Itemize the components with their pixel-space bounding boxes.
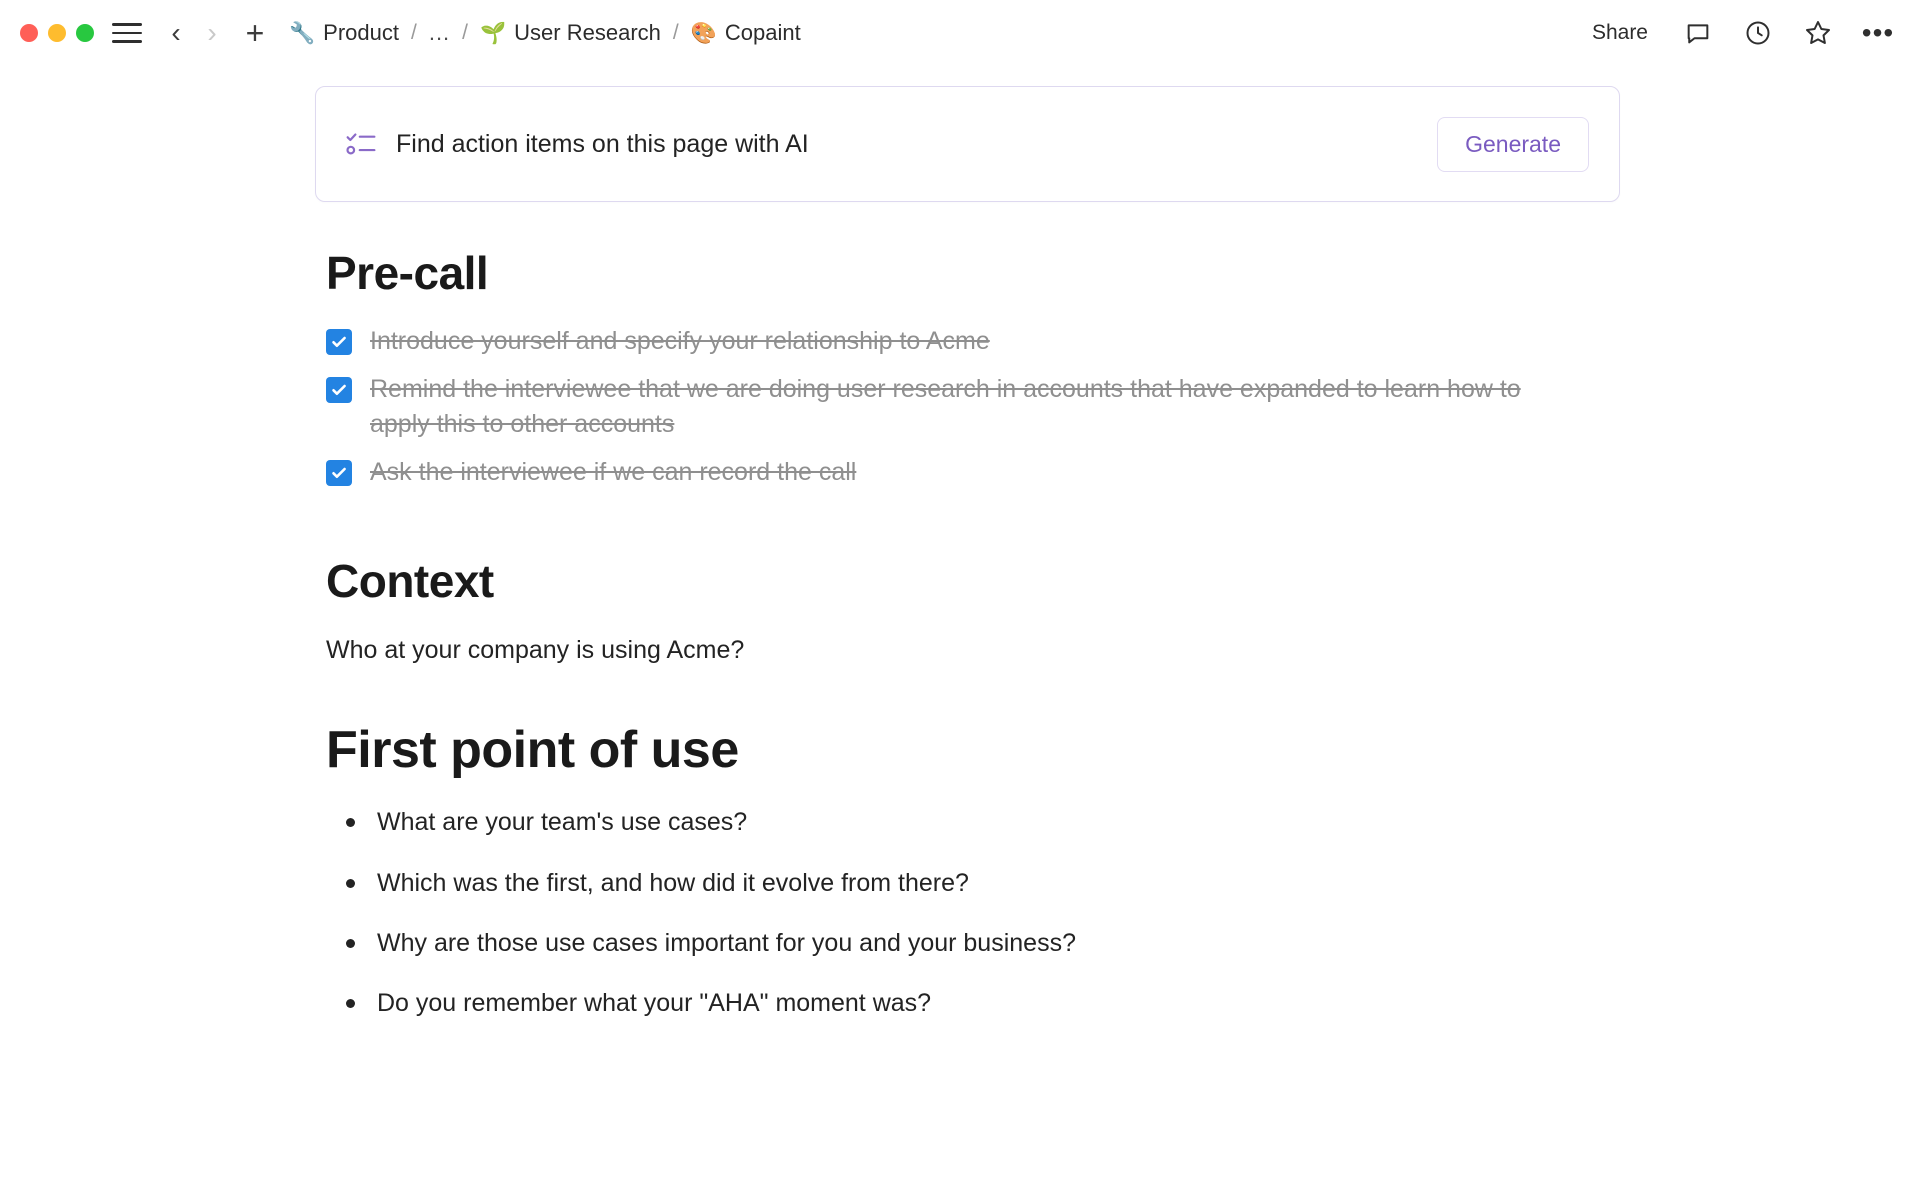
breadcrumb-item-user-research[interactable] <box>475 17 666 49</box>
wrench-icon: 🔧 <box>289 21 316 45</box>
todo-item-label: Introduce yourself and specify your relationship to Acme <box>370 327 990 355</box>
section-heading-first-point-of-use: First point of use <box>326 721 739 780</box>
traffic-light-controls <box>20 24 94 42</box>
section-spacer <box>326 502 1626 554</box>
ai-banner-text: Find action items on this page with AI <box>396 129 809 158</box>
ai-action-items-icon <box>344 127 378 161</box>
section-spacer <box>326 668 1626 720</box>
list-item: What are your team's use cases? <box>326 804 1626 840</box>
sidebar-toggle-icon[interactable] <box>112 21 142 45</box>
palette-icon: 🎨 <box>690 21 717 45</box>
checkbox-checked-icon[interactable] <box>326 460 352 486</box>
list-item: Why are those use cases important for you and your business? <box>326 925 1626 961</box>
breadcrumb-label-product: Product <box>323 20 399 45</box>
breadcrumb-label-user-research: User Research <box>514 20 661 45</box>
comment-icon[interactable] <box>1682 17 1714 49</box>
breadcrumb-item-ellipsis[interactable] <box>424 17 455 49</box>
more-options-icon[interactable]: ••• <box>1861 16 1895 48</box>
breadcrumb-separator: / <box>410 21 417 44</box>
maximize-window-button[interactable] <box>76 24 94 42</box>
window-titlebar <box>0 0 1920 66</box>
titlebar-actions <box>1586 17 1894 49</box>
list-item: Do you remember what your "AHA" moment was? <box>326 985 1626 1021</box>
checkbox-checked-icon[interactable] <box>326 377 352 403</box>
section-heading-pre-call: Pre-call <box>326 247 489 299</box>
back-navigation-icon[interactable]: ‹ <box>171 17 181 48</box>
close-window-button[interactable] <box>20 24 38 42</box>
breadcrumb-separator: / <box>672 21 679 44</box>
list-item: Which was the first, and how did it evolve from there? <box>326 865 1626 901</box>
star-icon[interactable] <box>1802 17 1834 49</box>
breadcrumb-item-copaint[interactable] <box>686 17 806 49</box>
todo-item[interactable] <box>326 372 1626 443</box>
todo-list-pre-call <box>326 324 1626 490</box>
context-paragraph: Who at your company is using Acme? <box>326 636 745 664</box>
todo-item[interactable] <box>326 324 1626 360</box>
checkbox-checked-icon[interactable] <box>326 329 352 355</box>
breadcrumb-separator: / <box>462 21 469 44</box>
hamburger-line <box>112 32 142 35</box>
hamburger-line <box>112 23 142 26</box>
new-page-button[interactable]: + <box>245 14 265 51</box>
breadcrumb-label-ellipsis: ... <box>428 20 451 45</box>
hamburger-line <box>112 40 142 43</box>
todo-item-label: Remind the interviewee that we are doing user research in accounts that have expanded to learn how to apply this to other accounts <box>370 374 1521 438</box>
generate-button[interactable]: Generate <box>1437 117 1589 172</box>
forward-navigation-icon[interactable]: › <box>207 17 217 48</box>
page-content <box>0 86 1920 1021</box>
todo-item-label: Ask the interviewee if we can record the call <box>370 457 857 486</box>
seedling-icon: 🌱 <box>480 21 507 45</box>
clock-icon[interactable] <box>1742 17 1774 49</box>
share-button[interactable]: Share <box>1591 21 1648 44</box>
breadcrumb-item-product[interactable] <box>284 17 404 49</box>
document-body <box>326 202 1626 1021</box>
section-heading-context: Context <box>326 555 494 607</box>
breadcrumb-label-copaint: Copaint <box>724 20 801 45</box>
bullet-list-first-point-of-use <box>326 804 1626 1021</box>
breadcrumb <box>284 17 806 49</box>
todo-item[interactable] <box>326 455 1626 491</box>
minimize-window-button[interactable] <box>48 24 66 42</box>
ai-action-items-banner <box>315 86 1620 202</box>
